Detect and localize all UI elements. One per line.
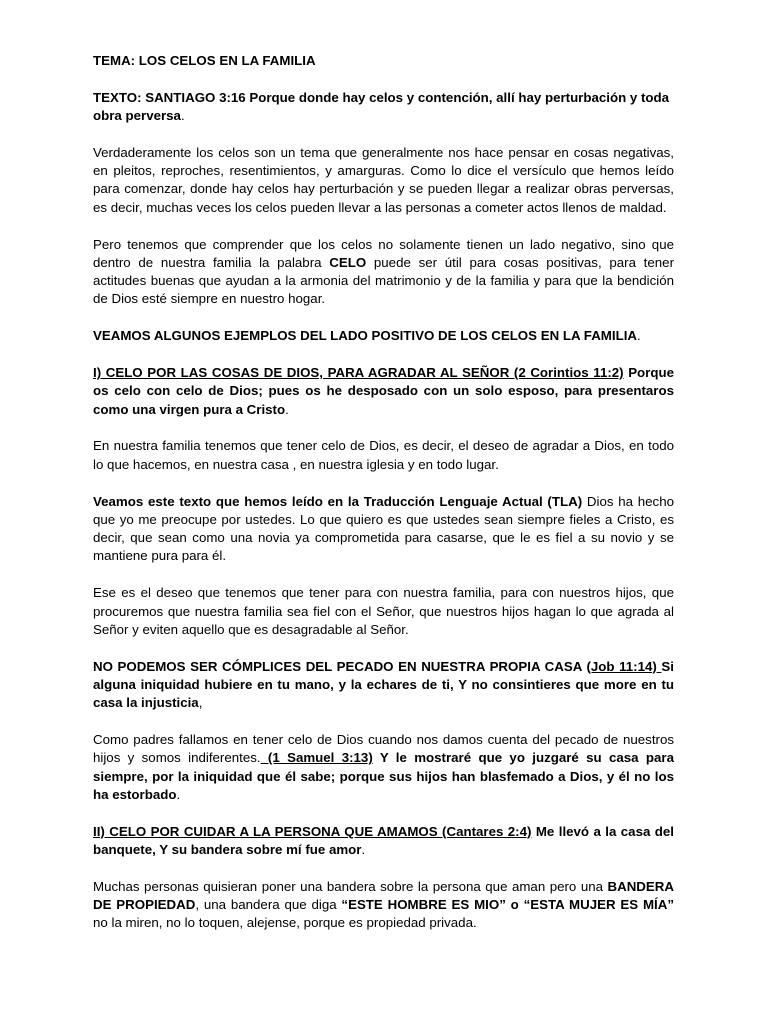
section-2-heading: II) CELO POR CUIDAR A LA PERSONA QUE AMAMOS (Cantares 2:4)	[93, 823, 532, 839]
section-2-end: .	[361, 842, 366, 857]
document-title	[93, 52, 674, 70]
section-2	[93, 823, 674, 860]
section-1-verse: Porque os celo con celo de Dios; pues os he desposado con un solo esposo, para presentaros como una virgen pura a Cristo	[93, 365, 674, 417]
paragraph-deseo: Ese es el deseo que tenemos que tener para con nuestra familia, para con nuestros hijos, que procuremos que nuestra familia sea fiel con el Señor, que nuestros hijos hagan lo que agrada al Señor y eviten aquello que es desagradable al Señor.	[93, 585, 674, 637]
section-intro-heading	[93, 327, 674, 345]
paragraph-celo-a: Pero tenemos que comprender que los celos no solamente tienen un lado negativo, sino que dentro de nuestra familia la palabra	[93, 236, 674, 270]
padres-a: Como padres fallamos en tener celo de Dios cuando nos damos cuenta del pecado de nuestros hijos y somos indiferentes.	[93, 732, 674, 766]
paragraph-complices	[93, 658, 674, 713]
bandera-bold-1: BANDERA DE PROPIEDAD	[93, 878, 674, 913]
complices-bold: NO PODEMOS SER CÓMPLICES DEL PECADO EN NUESTRA PROPIA CASA	[93, 658, 587, 674]
paragraph-intro: Verdaderamente los celos son un tema que generalmente nos hace pensar en cosas negativas, en pleitos, reproches, resentimientos, y amarguras. Como lo dice el versículo que hemos leído para comenzar, donde hay celos hay perturbación y se pueden llegar a realizar obras perversas, es decir, muchas veces los celos pueden llevar a las personas a cometer actos llenos de maldad.	[93, 144, 674, 215]
bandera-b: , una bandera que diga	[195, 897, 342, 913]
scripture-text	[93, 89, 674, 126]
paragraph-bandera	[93, 878, 674, 933]
padres-end: .	[176, 786, 181, 802]
bandera-bold-2: “ESTE HOMBRE ES MIO” o “ESTA MUJER ES MÍA”	[341, 897, 674, 913]
paragraph-celo	[93, 236, 674, 309]
bandera-c: no la miren, no lo toquen, alejense, porque es propiedad privada.	[93, 915, 477, 931]
job-reference: (Job 11:14)	[586, 658, 662, 674]
section-intro-end: .	[637, 328, 641, 344]
section-intro-bold: VEAMOS ALGUNOS EJEMPLOS DEL LADO POSITIVO DE LOS CELOS EN LA FAMILIA	[93, 328, 637, 344]
complices-end: ,	[198, 695, 203, 711]
job-verse: Si alguna iniquidad hubiere en tu mano, y la echares de ti, Y no consintieres que more en tu casa la injusticia	[93, 658, 674, 711]
tla-rest: Dios ha hecho que yo me preocupe por ustedes. Lo que quiero es que ustedes sean siempre fieles a Cristo, es decir, que sean como una novia ya comprometida para casarse, que le es fiel a su novio y se mantiene pura para él.	[93, 493, 674, 564]
paragraph-padres	[93, 731, 674, 804]
paragraph-celo-de-dios: En nuestra familia tenemos que tener celo de Dios, es decir, el deseo de agradar a Dios, en todo lo que hacemos, en nuestra casa , en nuestra iglesia y en todo lugar.	[93, 438, 674, 472]
section-1-end: .	[285, 401, 289, 417]
section-1	[93, 364, 674, 419]
section-2-verse: Me llevó a la casa del banquete, Y su bandera sobre mí fue amor	[93, 823, 674, 857]
paragraph-tla	[93, 493, 674, 566]
samuel-verse: Y le mostraré que yo juzgaré su casa para siempre, por la iniquidad que él sabe; porque sus hijos han blasfemado a Dios, y él no los ha estorbado	[93, 750, 674, 802]
section-1-heading: I) CELO POR LAS COSAS DE DIOS, PARA AGRADAR AL SEÑOR (2 Corintios 11:2)	[93, 365, 624, 381]
samuel-reference: (1 Samuel 3:13)	[260, 750, 373, 766]
bandera-a: Muchas personas quisieran poner una bandera sobre la persona que aman pero una	[93, 878, 608, 894]
celo-word: CELO	[329, 254, 367, 270]
title-text: TEMA: LOS CELOS EN LA FAMILIA	[93, 53, 316, 68]
scripture-bold: TEXTO: SANTIAGO 3:16 Porque donde hay celos y contención, allí hay perturbación y toda obra perversa	[93, 89, 670, 124]
tla-bold: Veamos este texto que hemos leído en la Traducción Lenguaje Actual (TLA)	[93, 493, 583, 509]
paragraph-celo-b: puede ser útil para cosas positivas, para tener actitudes buenas que ayudan a la armonia del matrimonio y de la familia y para que la bendición de Dios esté siempre en nuestro hogar.	[93, 254, 674, 307]
scripture-end: .	[180, 108, 185, 124]
